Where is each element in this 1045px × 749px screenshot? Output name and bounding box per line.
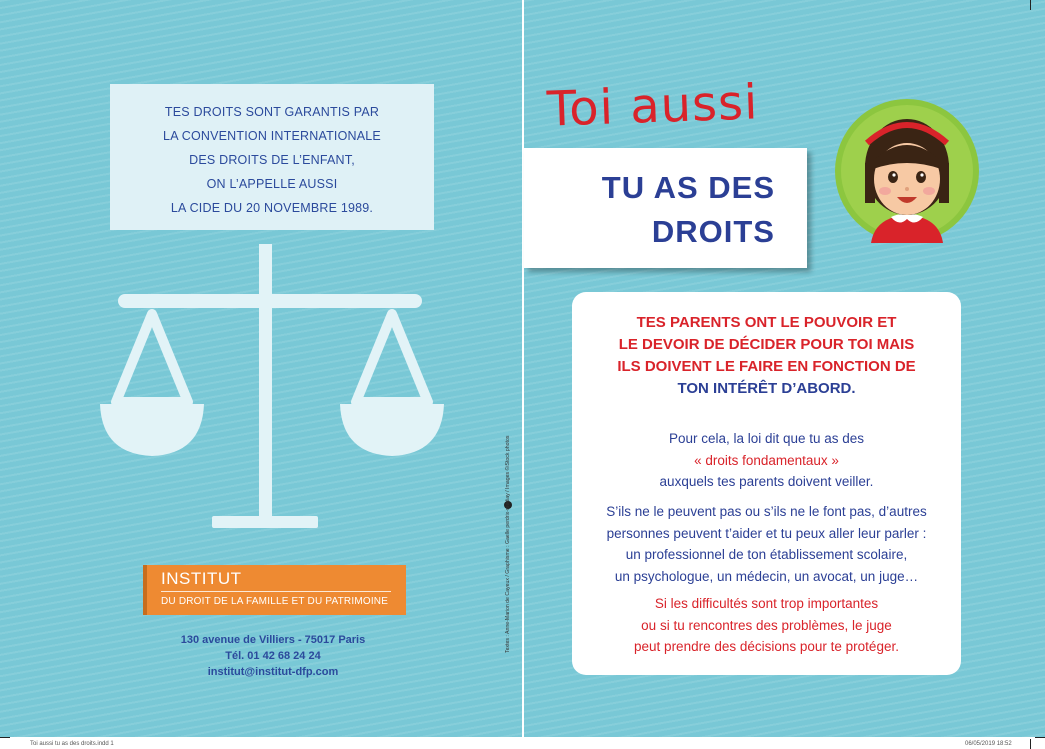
left-page (0, 0, 522, 737)
logo-divider (161, 591, 391, 592)
girl-avatar-icon (835, 99, 979, 243)
toi-aussi-heading: Toi aussi (546, 74, 760, 138)
paragraph-line: personnes peuvent t’aider et tu peux aller leur parler : (606, 525, 927, 541)
paragraph-line: un professionnel de ton établissement scolaire, (625, 547, 908, 562)
heading-line: ILS DOIVENT LE FAIRE EN FONCTION DE (617, 358, 916, 375)
paragraph-juge (572, 593, 961, 658)
credits-text: Textes : Anne-Marion de Cayeux / Graphisme : Gaelle perdrix-mediay / Images ©iStock photos (505, 435, 511, 653)
crop-mark (1030, 0, 1031, 10)
rights-card (572, 292, 961, 675)
heading-line: LE DEVOIR DE DÉCIDER POUR TOI MAIS (618, 336, 915, 353)
info-line: DES DROITS DE L’ENFANT, (189, 153, 355, 167)
paragraph-line: « droits fondamentaux » (694, 452, 839, 468)
institut-logo (143, 565, 406, 615)
card-heading (572, 312, 961, 400)
paragraph-line: Pour cela, la loi dit que tu as des (668, 431, 865, 446)
paragraph-line: ou si tu rencontres des problèmes, le juge (641, 617, 892, 633)
footer-filename: Toi aussi tu as des droits.indd 1 (30, 741, 114, 747)
paragraph-line: S’ils ne le peuvent pas ou s’ils ne le font pas, d’autres (606, 504, 927, 519)
heading-line: TON INTÉRÊT D’ABORD. (677, 380, 856, 397)
address-street: 130 avenue de Villiers - 75017 Paris (180, 634, 366, 646)
address-phone: Tél. 01 42 68 24 24 (225, 650, 321, 662)
title-box (524, 148, 807, 268)
info-line: TES DROITS SONT GARANTIS PAR (164, 105, 380, 119)
title-line-2: DROITS (651, 214, 775, 249)
footer-timestamp: 06/05/2019 18:52 (965, 741, 1012, 747)
balance-scale-icon (94, 244, 450, 534)
info-line: LA CIDE DU 20 NOVEMBRE 1989. (170, 201, 374, 215)
info-line: LA CONVENTION INTERNATIONALE (163, 129, 381, 143)
address-block (144, 632, 402, 680)
heading-line: TES PARENTS ONT LE POUVOIR ET (636, 314, 897, 331)
institut-subtitle: DU DROIT DE LA FAMILLE ET DU PATRIMOINE (161, 596, 389, 607)
address-email: institut@institut-dfp.com (207, 666, 339, 678)
title-line-1: TU AS DES (601, 170, 775, 205)
info-line: ON L’APPELLE AUSSI (206, 177, 338, 191)
institut-name: INSTITUT (161, 569, 242, 588)
paragraph-aide (572, 501, 961, 587)
paragraph-line: peut prendre des décisions pour te protéger. (634, 639, 899, 654)
paragraph-line: Si les difficultés sont trop importantes (654, 596, 879, 611)
paragraph-line: auxquels tes parents doivent veiller. (659, 474, 874, 489)
crop-mark (1030, 739, 1031, 749)
crop-mark (1035, 737, 1045, 738)
crop-mark (0, 737, 10, 738)
convention-info-box (110, 84, 434, 230)
paragraph-droits (572, 428, 961, 493)
paragraph-line: un psychologue, un médecin, un avocat, un juge… (614, 568, 919, 584)
